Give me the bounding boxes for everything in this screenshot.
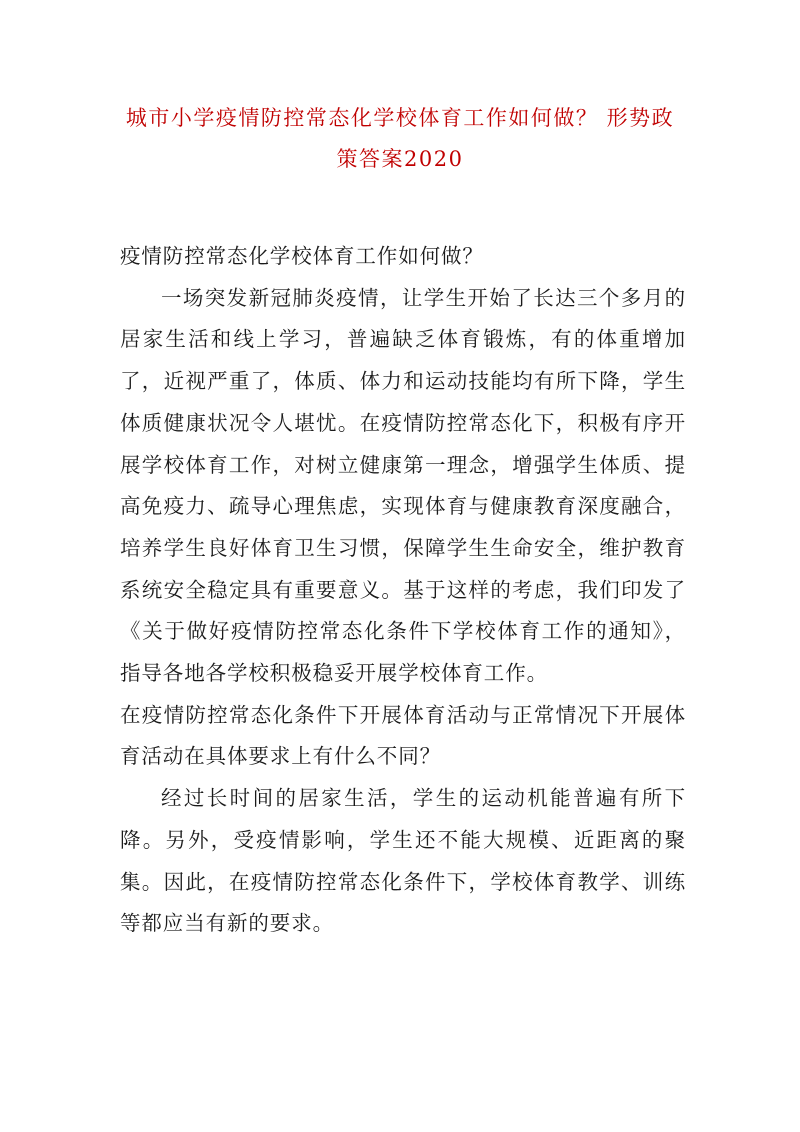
question-heading-2: 在疫情防控常态化条件下开展体育活动与正常情况下开展体育活动在具体要求上有什么不同？ <box>120 702 686 769</box>
question-heading-1: 疫情防控常态化学校体育工作如何做？ <box>120 244 484 268</box>
answer-paragraph-2: 经过长时间的居家生活，学生的运动机能普遍有所下降。另外，受疫情影响，学生还不能大规模、近距离的聚集。因此，在疫情防控常态化条件下，学校体育教学、训练等都应当有新的要求。 <box>120 786 686 936</box>
document-body <box>120 236 686 945</box>
answer-paragraph-1: 一场突发新冠肺炎疫情，让学生开始了长达三个多月的居家生活和线上学习，普遍缺乏体育锻炼，有的体重增加了，近视严重了，体质、体力和运动技能均有所下降，学生体质健康状况令人堪忧。在疫情防控常态化下，积极有序开展学校体育工作，对树立健康第一理念，增强学生体质、提高免疫力、疏导心理焦虑，实现体育与健康教育深度融合，培养学生良好体育卫生习惯，保障学生生命安全，维护教育系统安全稳定具有重要意义。基于这样的考虑，我们印发了《关于做好疫情防控常态化条件下学校体育工作的通知》，指导各地各学校积极稳妥开展学校体育工作。 <box>120 285 686 686</box>
document-title: 城市小学疫情防控常态化学校体育工作如何做？ 形势政策答案2020 <box>125 106 675 171</box>
